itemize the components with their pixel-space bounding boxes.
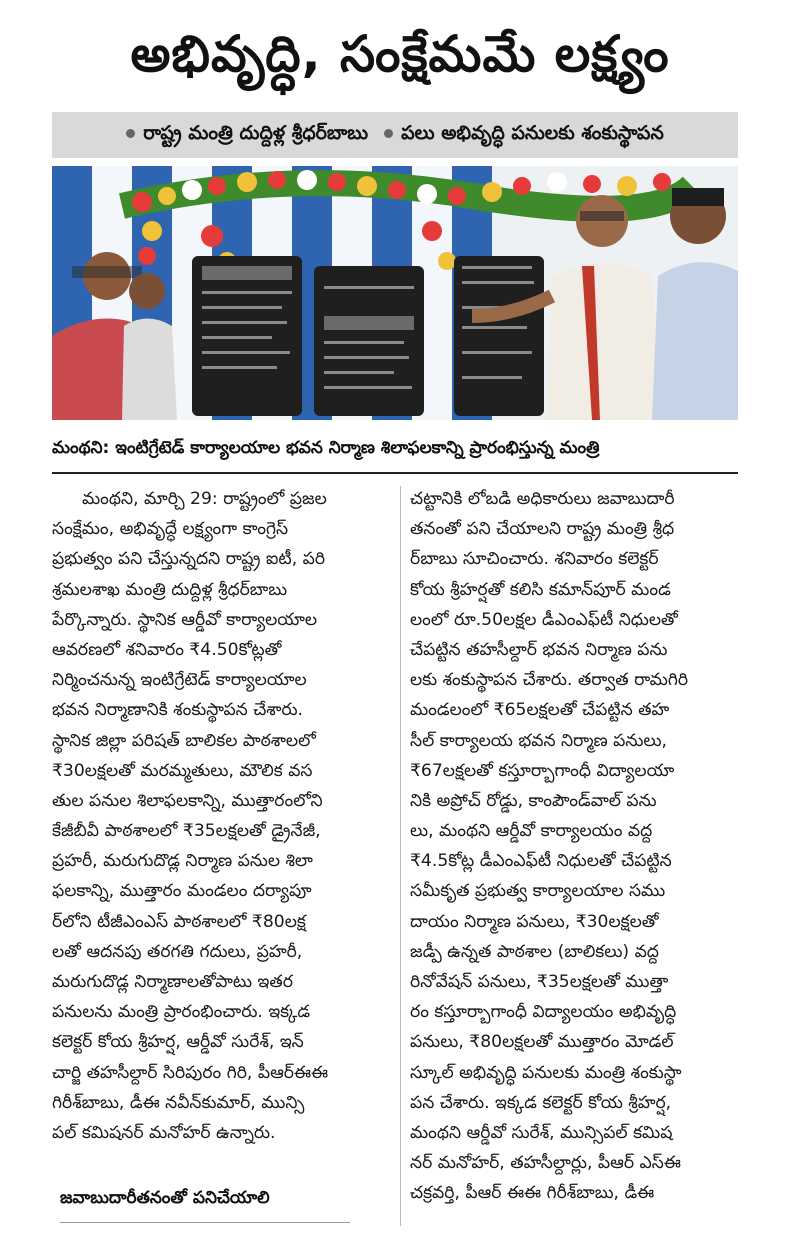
text-line: చట్టానికి లోబడి అధికారులు జవాబుదారీ (410, 489, 675, 509)
caption-rule (52, 472, 738, 474)
bullet-icon (384, 129, 393, 138)
headline: అభివృద్ధి, సంక్షేమమే లక్ష్యం (130, 25, 670, 83)
text-line: లతో ఆదనపు తరగతి గదులు, ప్రహరీ, (52, 941, 303, 962)
text-line: పన చేశారు. ఇక్కడ కలెక్టర్ కోయ శ్రీహర్ష, (410, 1092, 672, 1113)
subhead-bar (52, 112, 738, 158)
text-line: ఫలకాన్ని, ముత్తారం మండలం దర్యాపూ (52, 881, 312, 902)
photo-illustration (52, 166, 738, 420)
text-line: కేజీబీవీ పాఠశాలలో ₹35లక్షలతో డ్రైనేజీ, (52, 821, 321, 842)
text-line: సీల్ కార్యాలయ భవన నిర్మాణ పనులు, (410, 730, 668, 751)
text-line: ర్‌లోని టీజీఎంఎస్ పాఠశాలలో ₹80లక్ష (52, 911, 306, 932)
text-line: నికి అప్రోచ్ రోడ్డు, కాంపౌండ్‌వాల్ పను (410, 790, 657, 811)
text-line: ఆవరణలో శనివారం ₹4.50కోట్లతో (52, 639, 282, 660)
text-line: మంథని ఆర్డీవో సురేశ్, మున్సిపల్ కమిష (410, 1122, 673, 1143)
text-line: స్కూల్ అభివృద్ధి పనులకు మంత్రి శంకుస్థా (410, 1062, 682, 1083)
article-column-right (410, 484, 740, 1209)
text-line: పనులు, ₹80లక్షలతో ముత్తారం మోడల్ (410, 1032, 674, 1053)
text-line: నర్ మనోహర్, తహసీల్దార్లు, పీఆర్ ఎస్‌ఈ (410, 1153, 681, 1174)
text-line: సమీకృత ప్రభుత్వ కార్యాలయాల సము (410, 881, 666, 902)
text-line: కోయ శ్రీహర్షతో కలిసి కమాన్‌పూర్ మండ (410, 579, 671, 600)
text-line: గిరీశ్‌బాబు, డీఈ నవీన్‌కుమార్, మున్సి (52, 1092, 305, 1113)
text-line: దాయం నిర్మాణ పనులు, ₹30లక్షలతో (410, 911, 659, 932)
plaque-right (454, 256, 544, 416)
plaque-left (192, 256, 302, 416)
text-line: ₹4.5కోట్ల డీఎంఎఫ్‌టీ నిధులతో చేపట్టిన (410, 851, 672, 872)
text-line: లంలో రూ.50లక్షల డీఎంఎఫ్‌టీ నిధులతో (410, 609, 678, 630)
news-photo (52, 166, 738, 420)
photo-caption: మంథని: ఇంటిగ్రేటెడ్ కార్యాలయాల భవన నిర్మాణ శిలాఫలకాన్ని ప్రారంభిస్తున్న మంత్రి (52, 438, 600, 458)
text-line: ₹67లక్షలతో కస్తూర్బాగాంధీ విద్యాలయా (410, 760, 675, 781)
text-line: కలెక్టర్ కోయ శ్రీహర్ష, ఆర్డీవో సురేశ్, ఇన్ (52, 1032, 304, 1053)
text-line: సంక్షేమం, అభివృద్ధే లక్ష్యంగా కాంగ్రెస్ (52, 519, 289, 540)
text-line: చార్జి తహసీల్దార్ సిరిపురం గిరి, పీఆర్‌ఈఈ (52, 1062, 329, 1083)
text-line: లు, మంథని ఆర్డీవో కార్యాలయం వద్ద (410, 821, 653, 842)
subhead-text: రాష్ట్ర మంత్రి దుద్దిళ్ల శ్రీధర్‌బాబు (143, 121, 369, 144)
text-line: ప్రహరీ, మరుగుదొడ్ల నిర్మాణ పనుల శిలా (52, 851, 313, 872)
subhead-text: పలు అభివృద్ధి పనులకు శంకుస్థాపన (401, 121, 664, 144)
column-divider (400, 486, 401, 1226)
text-line: నిర్మించనున్న ఇంటిగ్రేటెడ్ కార్యాలయాల (52, 670, 307, 691)
text-line: పనులను మంత్రి ప్రారంభించారు. ఇక్కడ (52, 1002, 311, 1023)
plaque-center (314, 266, 424, 416)
text-line: పేర్కొన్నారు. స్థానిక ఆర్డీవో కార్యాలయాల (52, 609, 318, 630)
text-line: స్థానిక జిల్లా పరిషత్ బాలికల పాఠశాలలో (52, 730, 316, 751)
bullet-icon (126, 129, 135, 138)
text-line: ₹30లక్షలతో మరమ్మతులు, మౌలిక వస (52, 760, 313, 781)
text-line: ర్‌బాబు సూచించారు. శనివారం కలెక్టర్ (410, 549, 659, 570)
text-line: మండలంలో ₹65లక్షలతో చేపట్టిన తహ (410, 700, 670, 721)
subhead-item (384, 122, 664, 149)
text-line: మంథని, మార్చి 29: రాష్ట్రంలో ప్రజల (82, 489, 327, 509)
text-line: చక్రవర్తి, పీఆర్ ఈఈ గిరీశ్‌బాబు, డీఈ (410, 1183, 655, 1204)
text-line: శ్రమలశాఖ మంత్రి దుద్దిళ్ల శ్రీధర్‌బాబు (52, 579, 288, 600)
text-line: తనంతో పని చేయాలని రాష్ట్ర మంత్రి శ్రీధ (410, 519, 675, 540)
text-line: మరుగుదొడ్ల నిర్మాణాలతోపాటు ఇతర (52, 972, 293, 992)
section-subheading: జవాబుదారీతనంతో పనిచేయాలి (60, 1188, 270, 1208)
text-line: రం కస్తూర్బాగాంధీ విద్యాలయం అభివృద్ధి (410, 1002, 677, 1023)
article-column-left (52, 484, 390, 1148)
subheading-rule (60, 1222, 350, 1223)
text-line: చేపట్టిన తహసీల్దార్ భవన నిర్మాణ పను (410, 639, 668, 660)
subhead-item (126, 122, 368, 149)
text-line: రినోవేషన్ పనులు, ₹35లక్షలతో ముత్తా (410, 972, 669, 992)
text-line: జడ్పీ ఉన్నత పాఠశాల (బాలికలు) వద్ద (410, 941, 659, 962)
text-line: తుల పనుల శిలాఫలకాన్ని, ముత్తారంలోని (52, 790, 323, 811)
text-line: భవన నిర్మాణానికి శంకుస్థాపన చేశారు. (52, 700, 304, 721)
text-line: ప్రభుత్వం పని చేస్తున్నదని రాష్ట్ర ఐటీ, పరి (52, 549, 326, 570)
text-line: లకు శంకుస్థాపన చేశారు. తర్వాత రామగిరి (410, 670, 689, 691)
text-line: పల్ కమిషనర్ మనోహర్ ఉన్నారు. (52, 1122, 276, 1143)
